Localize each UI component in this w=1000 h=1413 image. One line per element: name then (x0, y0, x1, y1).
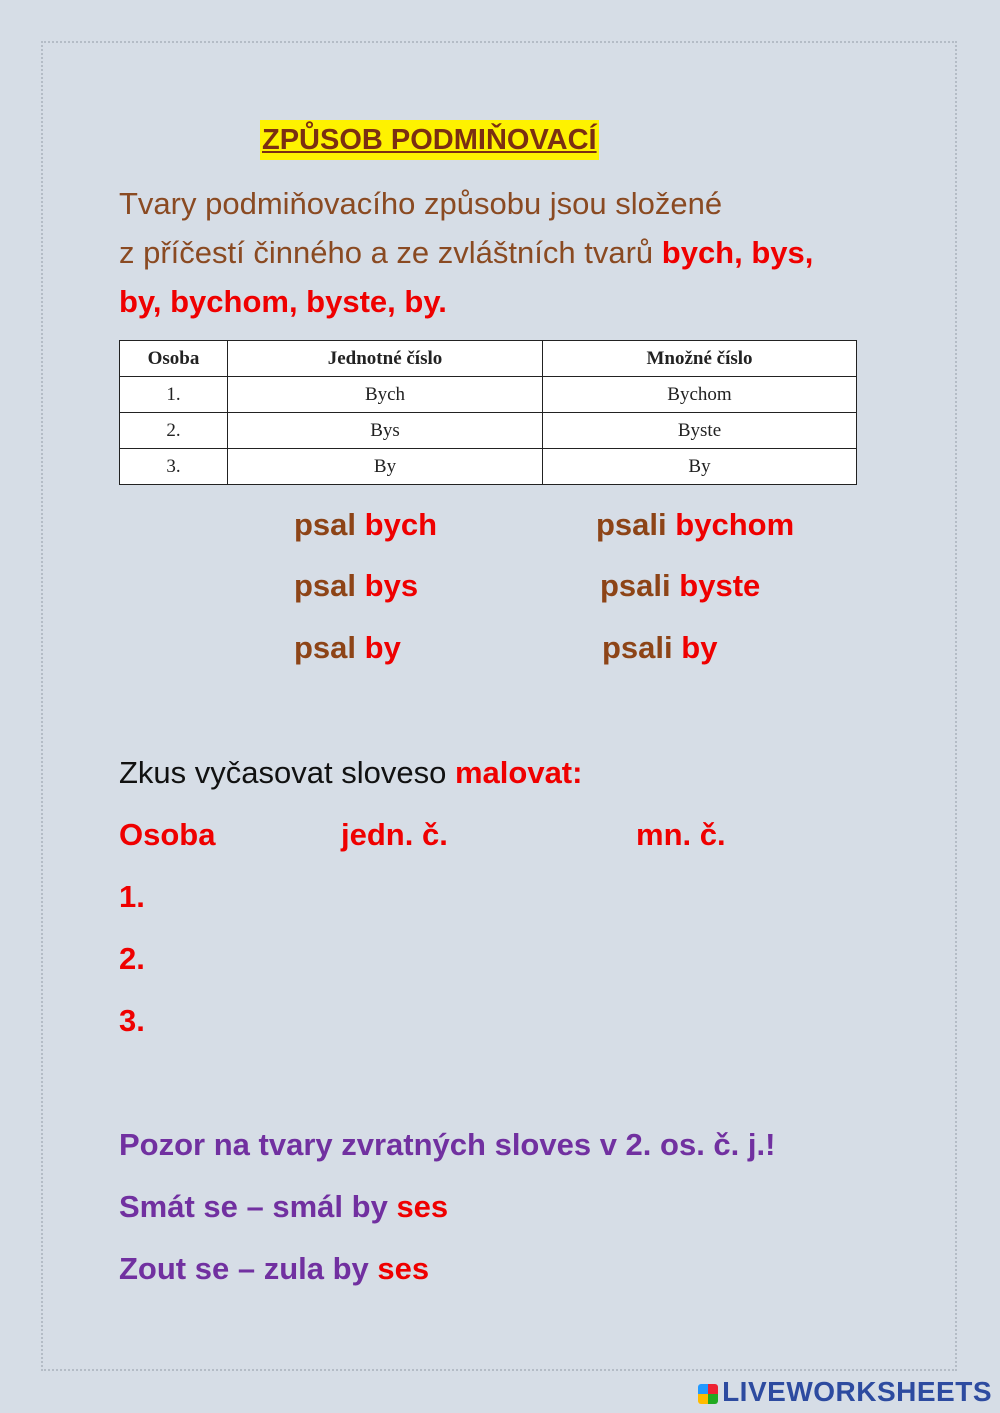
intro-line-1: Tvary podmiňovacího způsobu jsou složené (119, 186, 723, 221)
table-cell: Bys (228, 413, 543, 449)
intro-line-3: by, bychom, byste, by. (119, 284, 447, 319)
example-aux: byste (679, 568, 761, 603)
table-row (120, 413, 857, 449)
table-header-row (120, 341, 857, 377)
task-col-plural: mn. č. (636, 817, 726, 852)
liveworksheets-logo-icon (698, 1384, 718, 1404)
task-col-singular: jedn. č. (341, 817, 448, 852)
reflexive-example-2 (119, 1249, 429, 1289)
example-verb: psal (294, 568, 357, 603)
task-col-person: Osoba (119, 817, 216, 852)
table-row (120, 377, 857, 413)
table-row (120, 449, 857, 485)
reflexive-example-ending: ses (377, 1251, 430, 1286)
table-cell: 2. (120, 413, 228, 449)
table-cell: By (228, 449, 543, 485)
example-verb: psali (602, 630, 673, 665)
example-plural-1 (596, 505, 794, 545)
example-plural-3 (602, 628, 717, 668)
intro-line-2-text: z příčestí činného a ze zvláštních tvarů (119, 235, 662, 270)
example-verb: psali (600, 568, 671, 603)
liveworksheets-logo[interactable] (698, 1376, 992, 1408)
example-plural-2 (600, 566, 760, 606)
example-aux: bychom (675, 507, 795, 542)
reflexive-example-text: Smát se – smál by (119, 1189, 397, 1224)
table-header-person: Osoba (120, 341, 228, 377)
conjugation-table (119, 340, 857, 485)
table-header-plural: Množné číslo (543, 341, 857, 377)
reflexive-example-1 (119, 1187, 448, 1227)
task-person-3: 3. (119, 1003, 145, 1038)
example-aux: by (681, 630, 718, 665)
example-verb: psali (596, 507, 667, 542)
example-singular-2 (294, 566, 418, 606)
task-verb: malovat: (454, 755, 583, 790)
task-prompt (119, 753, 582, 793)
table-cell: Bychom (543, 377, 857, 413)
table-header-singular: Jednotné číslo (228, 341, 543, 377)
example-verb: psal (294, 630, 357, 665)
page-title: ZPŮSOB PODMIŇOVACÍ (260, 120, 599, 160)
intro-line-2 (119, 233, 813, 273)
intro-forms-highlight: bych, bys, (661, 235, 814, 270)
example-aux: bys (364, 568, 419, 603)
table-cell: 1. (120, 377, 228, 413)
example-singular-1 (294, 505, 437, 545)
example-aux: bych (364, 507, 438, 542)
example-singular-3 (294, 628, 401, 668)
reflexive-example-ending: ses (396, 1189, 449, 1224)
reflexive-warning: Pozor na tvary zvratných sloves v 2. os. č. j.! (119, 1127, 776, 1162)
reflexive-example-text: Zout se – zula by (119, 1251, 378, 1286)
task-person-1: 1. (119, 879, 145, 914)
example-aux: by (364, 630, 401, 665)
logo-text: LIVEWORKSHEETS (722, 1376, 992, 1407)
task-person-2: 2. (119, 941, 145, 976)
table-cell: By (543, 449, 857, 485)
example-verb: psal (294, 507, 357, 542)
table-cell: Bych (228, 377, 543, 413)
task-prompt-text: Zkus vyčasovat sloveso (119, 755, 455, 790)
table-cell: Byste (543, 413, 857, 449)
table-cell: 3. (120, 449, 228, 485)
